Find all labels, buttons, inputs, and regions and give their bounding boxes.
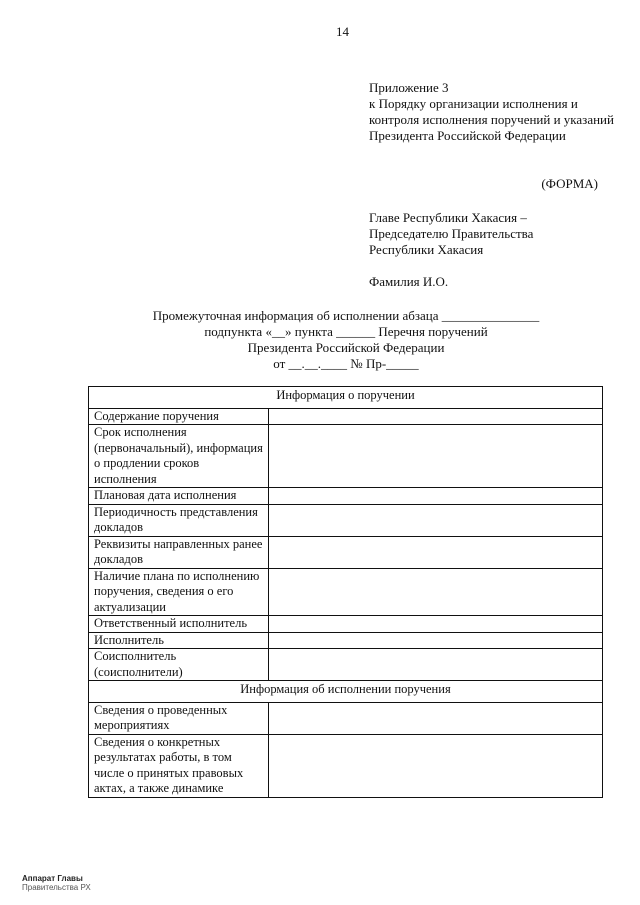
- addressee-line: Главе Республики Хакасия –: [369, 210, 527, 225]
- row-value[interactable]: [269, 408, 603, 425]
- row-value[interactable]: [269, 568, 603, 616]
- table-row: [89, 702, 603, 734]
- table-row: [89, 504, 603, 536]
- row-value[interactable]: [269, 488, 603, 505]
- row-value[interactable]: [269, 702, 603, 734]
- addressee-line: Республики Хакасия: [369, 242, 484, 257]
- appendix-block: [369, 80, 614, 144]
- footer-line: Правительства РХ: [22, 883, 91, 892]
- row-value[interactable]: [269, 734, 603, 797]
- row-label: Соисполнитель (соисполнители): [89, 649, 269, 681]
- table-row: [89, 425, 603, 488]
- footer-line: Аппарат Главы: [22, 874, 83, 883]
- row-label: Исполнитель: [89, 632, 269, 649]
- table-row: [89, 568, 603, 616]
- table-row: [89, 488, 603, 505]
- row-value[interactable]: [269, 425, 603, 488]
- heading-line: Промежуточная информация об исполнении абзаца _______________: [152, 308, 540, 323]
- heading-line: подпункта «__» пункта ______ Перечня поручений: [204, 324, 488, 339]
- table-row: [89, 649, 603, 681]
- addressee-line: Председателю Правительства: [369, 226, 534, 241]
- row-label: Реквизиты направленных ранее докладов: [89, 536, 269, 568]
- footer-stamp: [22, 874, 91, 892]
- row-value[interactable]: [269, 536, 603, 568]
- addressee-name: Фамилия И.О.: [369, 274, 449, 289]
- appendix-text: к Порядку организации исполнения и контроля исполнения поручений и указаний Президента Российской Федерации: [369, 96, 614, 143]
- form-table: [88, 386, 603, 798]
- row-value[interactable]: [269, 632, 603, 649]
- table-row: [89, 536, 603, 568]
- document-heading: [90, 308, 602, 372]
- row-label: Периодичность представления докладов: [89, 504, 269, 536]
- addressee-block: [369, 210, 614, 258]
- appendix-title: Приложение 3: [369, 80, 449, 95]
- heading-line: Президента Российской Федерации: [247, 340, 445, 355]
- table-row: [89, 616, 603, 633]
- section-title: Информация о поручении: [89, 387, 603, 409]
- table-row: [89, 408, 603, 425]
- heading-line: от __.__.____ № Пр-_____: [273, 356, 419, 371]
- row-label: Срок исполнения (первоначальный), информация о продлении сроков исполнения: [89, 425, 269, 488]
- row-label: Сведения о конкретных результатах работы, в том числе о принятых правовых актах, а также динамике: [89, 734, 269, 797]
- row-value[interactable]: [269, 616, 603, 633]
- form-label: (ФОРМА): [541, 176, 598, 191]
- row-label: Наличие плана по исполнению поручения, сведения о его актуализации: [89, 568, 269, 616]
- row-label: Сведения о проведенных мероприятиях: [89, 702, 269, 734]
- row-label: Плановая дата исполнения: [89, 488, 269, 505]
- section-title: Информация об исполнении поручения: [89, 681, 603, 703]
- row-value[interactable]: [269, 504, 603, 536]
- table-row: [89, 734, 603, 797]
- section-header-row: [89, 681, 603, 703]
- table-row: [89, 632, 603, 649]
- row-label: Ответственный исполнитель: [89, 616, 269, 633]
- row-value[interactable]: [269, 649, 603, 681]
- row-label: Содержание поручения: [89, 408, 269, 425]
- section-header-row: [89, 387, 603, 409]
- page-number: 14: [336, 24, 349, 39]
